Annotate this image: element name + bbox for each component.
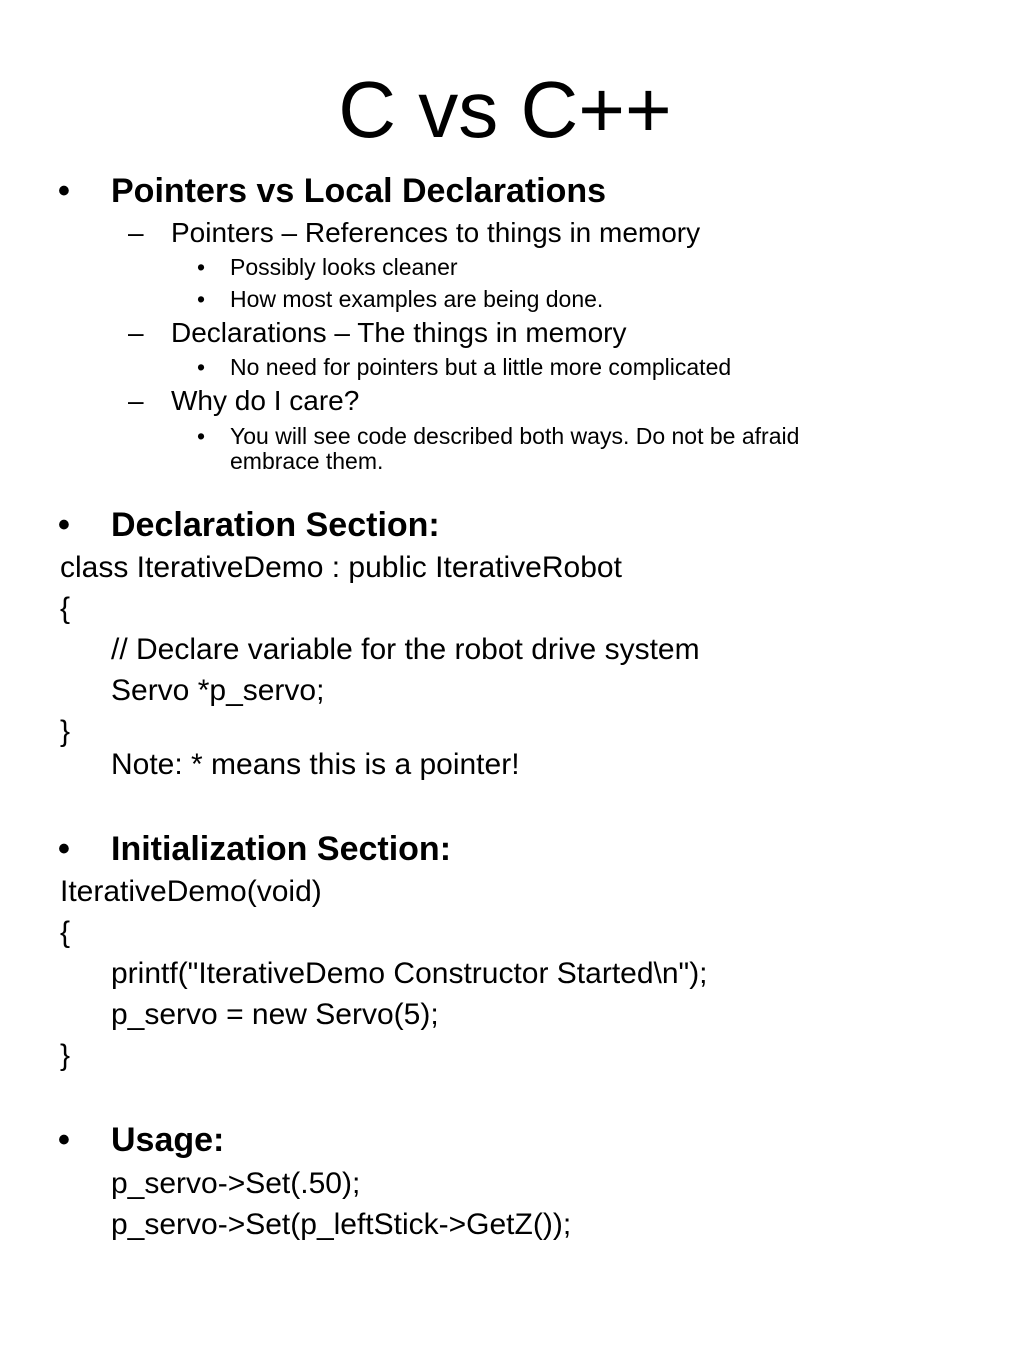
subpoint-pointers: Pointers – References to things in memory: [171, 217, 701, 248]
dash-icon: –: [128, 217, 144, 248]
code-line: class IterativeDemo : public IterativeRobot: [60, 551, 622, 584]
bullet-icon: •: [58, 830, 70, 868]
list-item: You will see code described both ways. Do not be afraid: [230, 423, 800, 449]
code-line: p_servo->Set(p_leftStick->GetZ());: [111, 1208, 572, 1241]
code-line: p_servo = new Servo(5);: [111, 998, 439, 1031]
bullet-icon: •: [58, 1121, 70, 1159]
bullet-icon: •: [197, 254, 206, 280]
code-line: Servo *p_servo;: [111, 674, 325, 707]
subpoint-why-care: Why do I care?: [171, 385, 360, 416]
section-heading-declaration: Declaration Section:: [111, 506, 440, 544]
code-line: }: [60, 1039, 71, 1072]
code-line: p_servo->Set(.50);: [111, 1167, 361, 1200]
dash-icon: –: [128, 385, 144, 416]
subpoint-declarations: Declarations – The things in memory: [171, 317, 627, 348]
section-heading-pointers: Pointers vs Local Declarations: [111, 172, 607, 210]
dash-icon: –: [128, 317, 144, 348]
list-item: No need for pointers but a little more complicated: [230, 354, 732, 380]
list-item-continuation: embrace them.: [230, 448, 384, 474]
bullet-icon: •: [197, 423, 206, 449]
bullet-icon: •: [58, 506, 70, 544]
bullet-icon: •: [197, 286, 206, 312]
bullet-icon: •: [197, 354, 206, 380]
list-item: Possibly looks cleaner: [230, 254, 458, 280]
code-note: Note: * means this is a pointer!: [111, 748, 520, 781]
list-item: How most examples are being done.: [230, 286, 604, 312]
code-line: }: [60, 715, 71, 748]
slide-title: C vs C++: [338, 65, 672, 154]
code-line: printf("IterativeDemo Constructor Started\n");: [111, 957, 708, 990]
section-heading-usage: Usage:: [111, 1121, 225, 1159]
code-line: // Declare variable for the robot drive system: [111, 633, 700, 666]
code-line: {: [60, 592, 71, 625]
section-heading-initialization: Initialization Section:: [111, 830, 452, 868]
code-line: {: [60, 916, 71, 949]
bullet-icon: •: [58, 172, 70, 210]
code-line: IterativeDemo(void): [60, 875, 322, 908]
